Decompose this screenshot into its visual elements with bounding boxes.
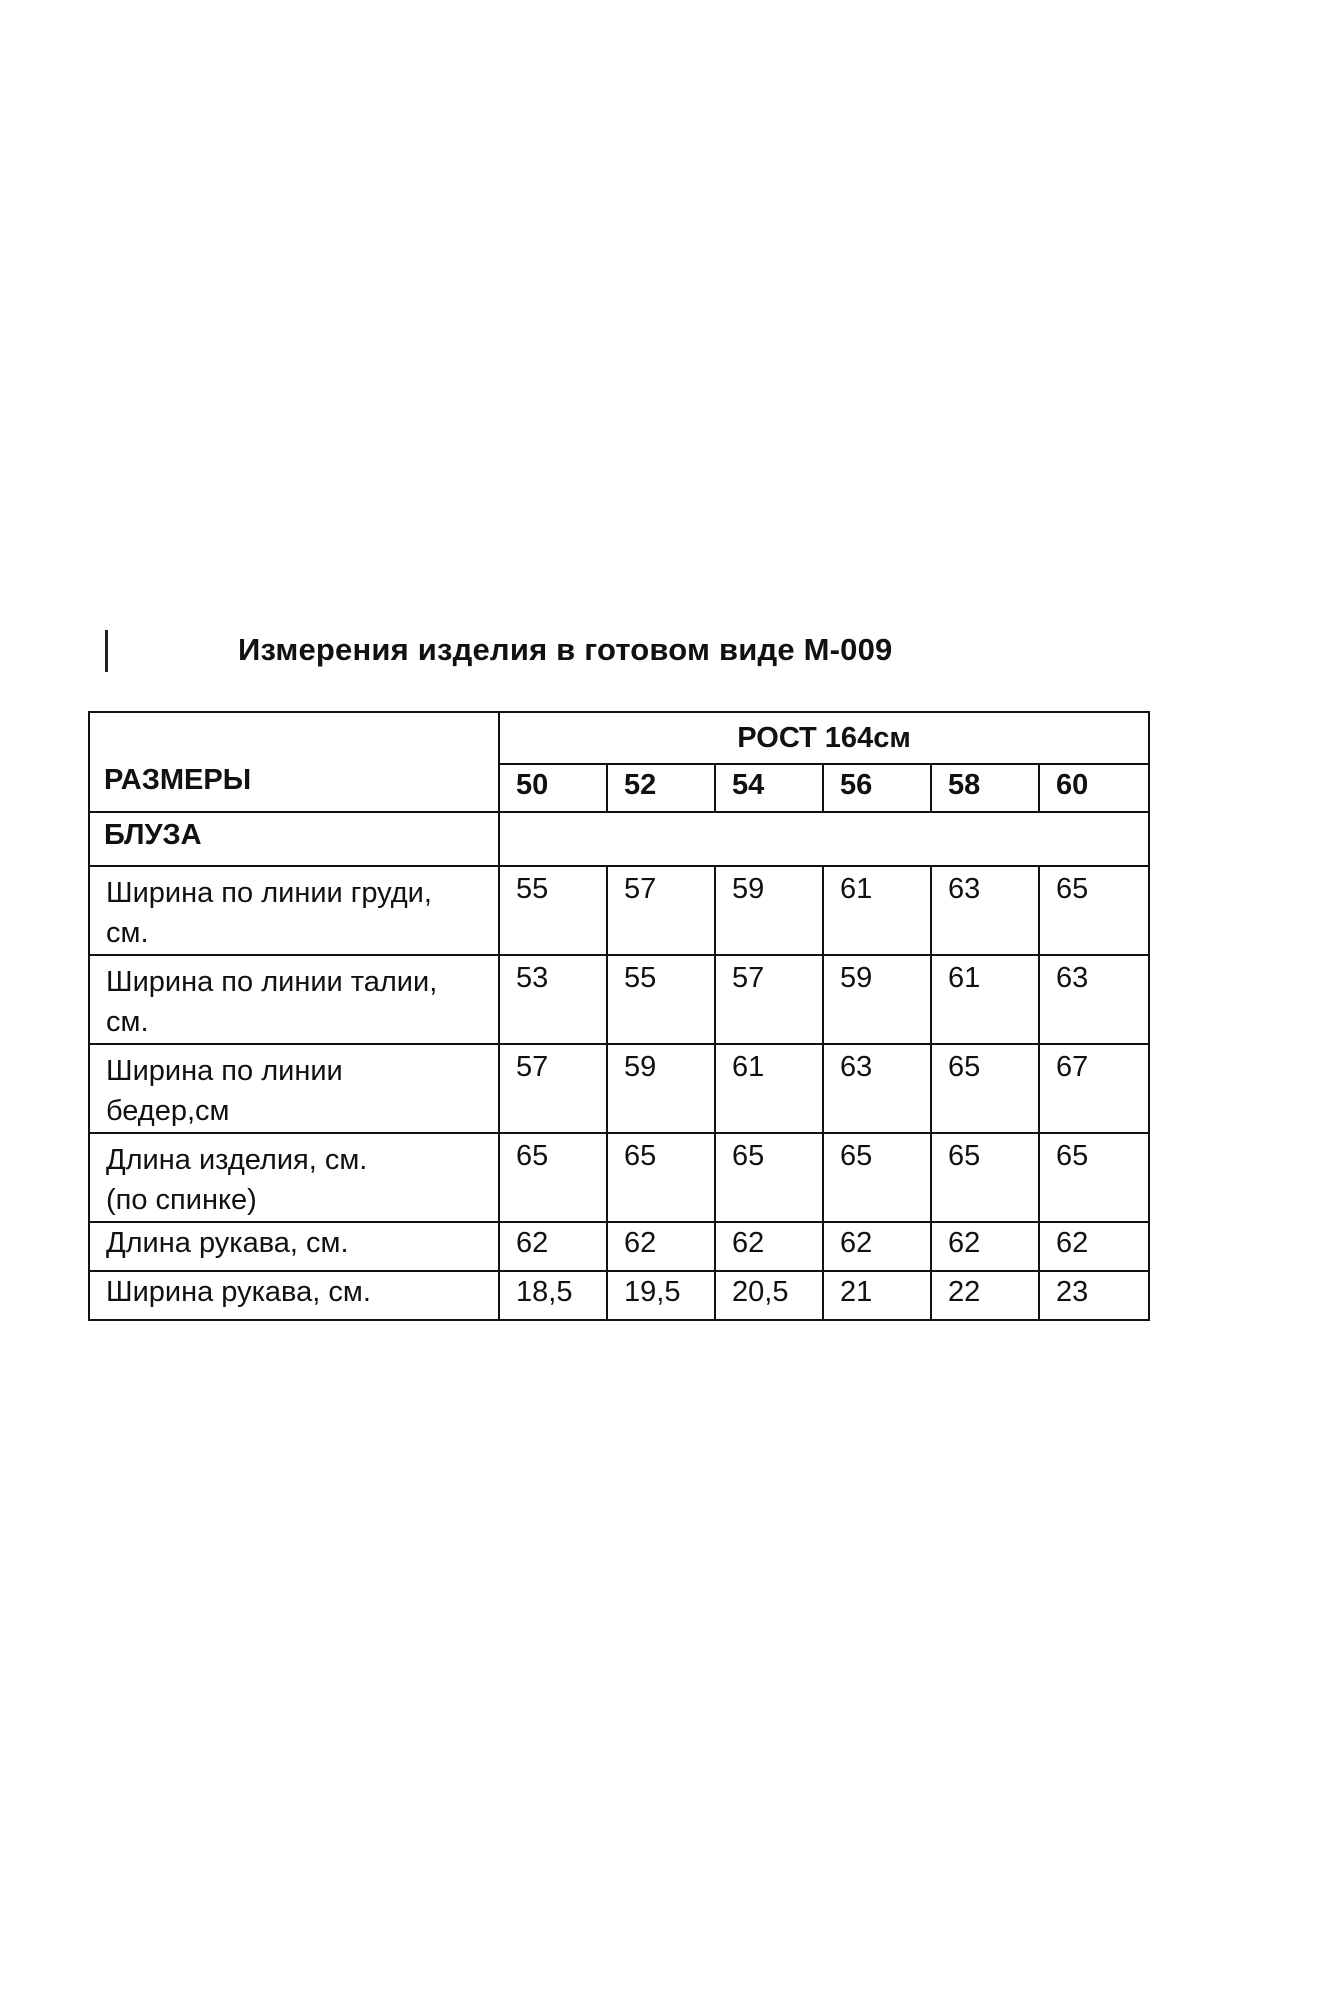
value-cell: 59	[607, 1044, 715, 1133]
row-label-cell	[89, 1044, 499, 1133]
size-measurement-table	[88, 711, 1150, 1321]
value-cell: 65	[499, 1133, 607, 1222]
value-cell: 62	[1039, 1222, 1149, 1271]
text-cursor-mark	[105, 630, 108, 672]
table-row	[89, 1222, 1149, 1271]
row-label-cell	[89, 1133, 499, 1222]
value-cell: 67	[1039, 1044, 1149, 1133]
row-label-line: Ширина рукава, см.	[106, 1276, 371, 1308]
table-row	[89, 1133, 1149, 1222]
row-label-line: бедер,см	[106, 1095, 230, 1127]
size-header-cell: 58	[931, 764, 1039, 812]
row-label-cell	[89, 1222, 499, 1271]
value-cell: 62	[715, 1222, 823, 1271]
header-row-height	[89, 712, 1149, 764]
value-cell: 57	[607, 866, 715, 955]
section-empty-cell	[499, 812, 1149, 866]
row-label-line: Длина изделия, см.	[106, 1144, 368, 1176]
value-cell: 63	[823, 1044, 931, 1133]
document-title: Измерения изделия в готовом виде М-009	[238, 632, 893, 667]
table-row	[89, 1271, 1149, 1320]
table-row	[89, 866, 1149, 955]
value-cell: 65	[823, 1133, 931, 1222]
value-cell: 57	[715, 955, 823, 1044]
row-label-line: Ширина по линии	[106, 1055, 343, 1087]
size-header-cell: 50	[499, 764, 607, 812]
size-header-cell: 52	[607, 764, 715, 812]
row-label-line: Ширина по линии груди,	[106, 877, 432, 909]
value-cell: 21	[823, 1271, 931, 1320]
size-header-cell: 54	[715, 764, 823, 812]
value-cell: 53	[499, 955, 607, 1044]
table-row	[89, 1044, 1149, 1133]
value-cell: 57	[499, 1044, 607, 1133]
value-cell: 65	[607, 1133, 715, 1222]
value-cell: 20,5	[715, 1271, 823, 1320]
row-label-line: см.	[106, 917, 149, 949]
value-cell: 65	[1039, 1133, 1149, 1222]
value-cell: 59	[823, 955, 931, 1044]
section-label-cell: БЛУЗА	[89, 812, 499, 866]
row-label-line: (по спинке)	[106, 1184, 257, 1216]
table-row	[89, 955, 1149, 1044]
value-cell: 63	[1039, 955, 1149, 1044]
value-cell: 62	[823, 1222, 931, 1271]
section-row-blouse	[89, 812, 1149, 866]
value-cell: 65	[931, 1133, 1039, 1222]
value-cell: 61	[715, 1044, 823, 1133]
value-cell: 65	[1039, 866, 1149, 955]
row-label-cell	[89, 955, 499, 1044]
value-cell: 22	[931, 1271, 1039, 1320]
size-header-cell: 56	[823, 764, 931, 812]
row-label-cell	[89, 866, 499, 955]
sizes-header-cell: РАЗМЕРЫ	[89, 712, 499, 812]
value-cell: 65	[715, 1133, 823, 1222]
row-label-cell	[89, 1271, 499, 1320]
value-cell: 19,5	[607, 1271, 715, 1320]
value-cell: 18,5	[499, 1271, 607, 1320]
height-header-cell: РОСТ 164см	[499, 712, 1149, 764]
value-cell: 59	[715, 866, 823, 955]
value-cell: 55	[607, 955, 715, 1044]
value-cell: 61	[931, 955, 1039, 1044]
value-cell: 55	[499, 866, 607, 955]
value-cell: 63	[931, 866, 1039, 955]
value-cell: 61	[823, 866, 931, 955]
row-label-line: Ширина по линии талии,	[106, 966, 438, 998]
value-cell: 23	[1039, 1271, 1149, 1320]
value-cell: 65	[931, 1044, 1039, 1133]
row-label-line: см.	[106, 1006, 149, 1038]
value-cell: 62	[607, 1222, 715, 1271]
size-header-cell: 60	[1039, 764, 1149, 812]
value-cell: 62	[499, 1222, 607, 1271]
value-cell: 62	[931, 1222, 1039, 1271]
row-label-line: Длина рукава, см.	[106, 1227, 349, 1259]
